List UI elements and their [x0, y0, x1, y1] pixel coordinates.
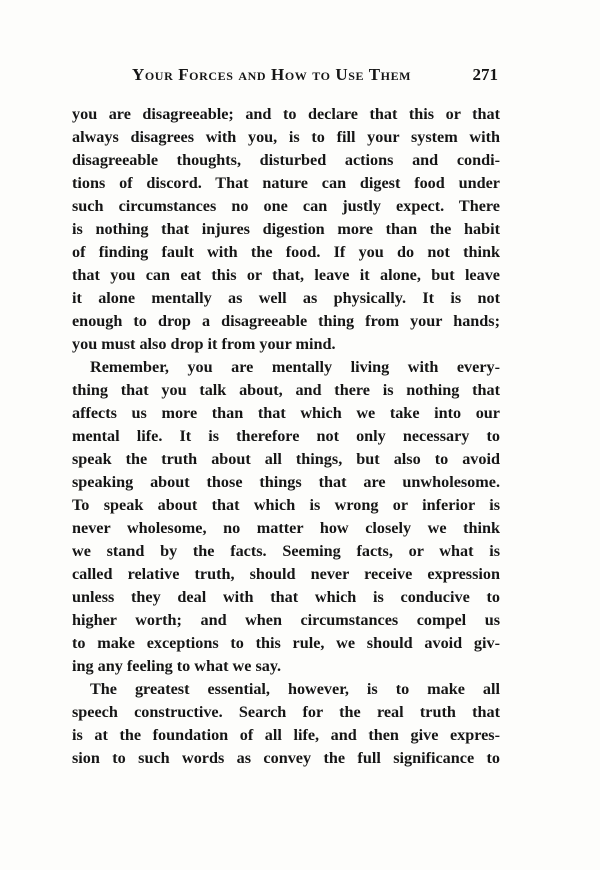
text-line: to make exceptions to this rule, we should avoid giv-: [72, 634, 500, 652]
text-line: enough to drop a disagreeable thing from your hands;: [72, 312, 500, 330]
text-line: of finding fault with the food. If you do not think: [72, 243, 500, 261]
text-line: sion to such words as convey the full significance to: [72, 749, 500, 767]
text-line: such circumstances no one can justly expect. There: [72, 197, 500, 215]
text-line: called relative truth, should never receive expression: [72, 565, 500, 583]
text-line: higher worth; and when circumstances compel us: [72, 611, 500, 629]
paragraph: [72, 103, 500, 356]
page-header: [72, 63, 500, 87]
text-line: disagreeable thoughts, disturbed actions and condi-: [72, 151, 500, 169]
text-line: speak the truth about all things, but also to avoid: [72, 450, 500, 468]
text-line: affects us more than that which we take into our: [72, 404, 500, 422]
text-line: we stand by the facts. Seeming facts, or what is: [72, 542, 500, 560]
text-line: you must also drop it from your mind.: [72, 335, 336, 353]
text-line: The greatest essential, however, is to make all: [90, 680, 500, 698]
text-line: To speak about that which is wrong or inferior is: [72, 496, 500, 514]
text-line: speech constructive. Search for the real truth that: [72, 703, 500, 721]
page-number: 271: [472, 65, 498, 84]
paragraph: [72, 356, 500, 678]
text-line: you are disagreeable; and to declare that this or that: [72, 105, 500, 123]
text-line: that you can eat this or that, leave it alone, but leave: [72, 266, 500, 284]
text-line: is at the foundation of all life, and then give expres-: [72, 726, 500, 744]
text-line: ing any feeling to what we say.: [72, 657, 282, 675]
text-line: unless they deal with that which is conducive to: [72, 588, 500, 606]
text-line: is nothing that injures digestion more than the habit: [72, 220, 500, 238]
paragraph: [72, 678, 500, 770]
text-line: Remember, you are mentally living with every-: [90, 358, 500, 376]
text-line: tions of discord. That nature can digest food under: [72, 174, 500, 192]
text-line: speaking about those things that are unwholesome.: [72, 473, 500, 491]
body-text: [72, 103, 500, 770]
text-line: never wholesome, no matter how closely we think: [72, 519, 500, 537]
text-line: mental life. It is therefore not only necessary to: [72, 427, 500, 445]
running-title: Your Forces and How to Use Them: [132, 65, 412, 84]
text-line: it alone mentally as well as physically. It is not: [72, 289, 500, 307]
text-line: always disagrees with you, is to fill your system with: [72, 128, 500, 146]
text-line: thing that you talk about, and there is nothing that: [72, 381, 500, 399]
